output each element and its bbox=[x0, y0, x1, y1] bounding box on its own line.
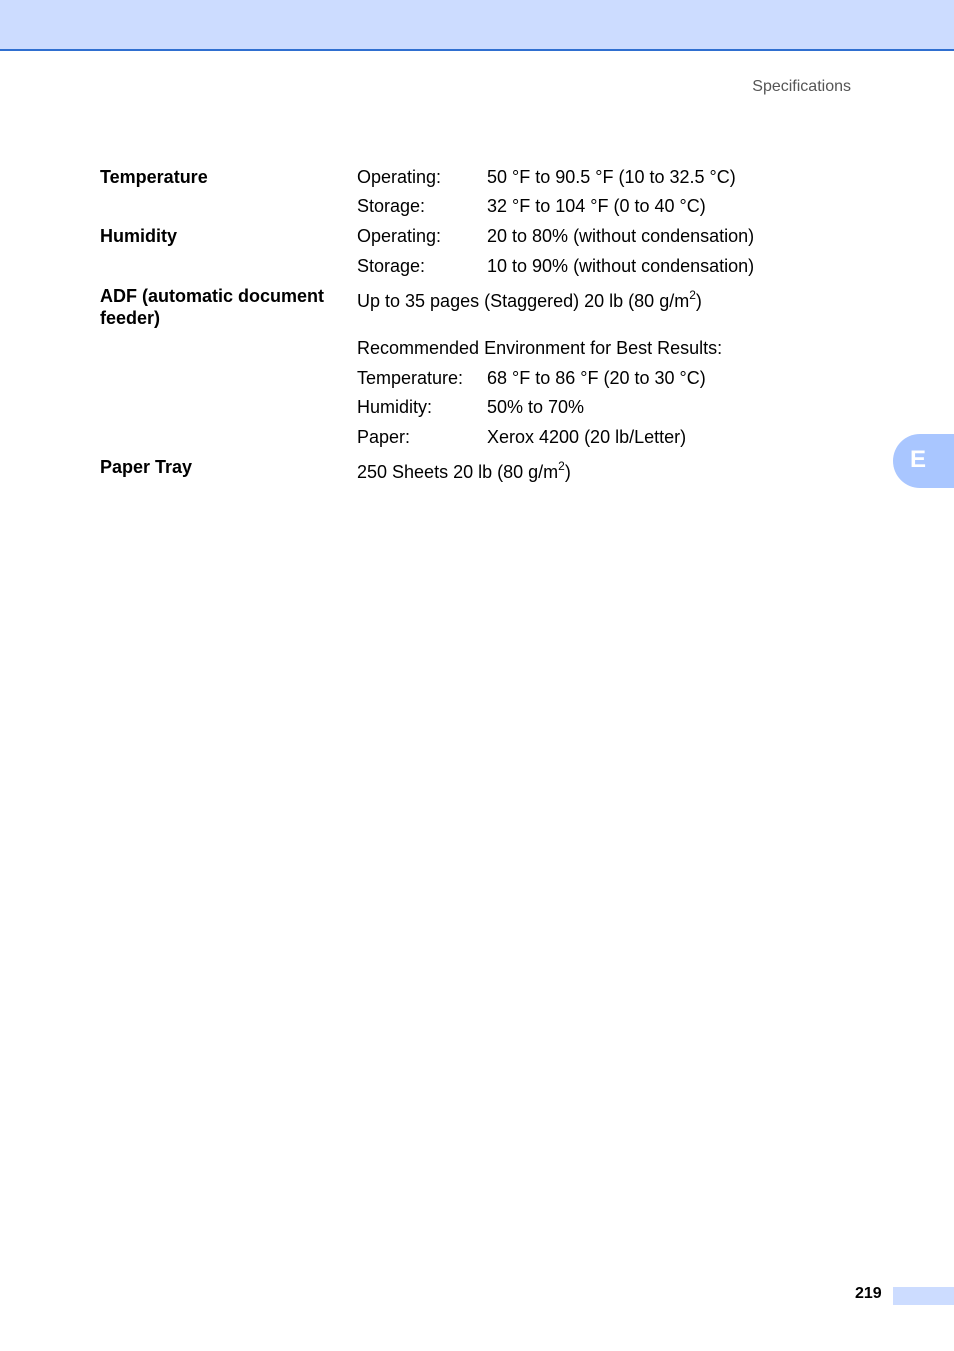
paper-tray-capacity: 250 Sheets 20 lb (80 $g/m^2$) bbox=[357, 459, 571, 482]
temperature-operating-value: 50 °F to 90.5 °F (10 to 32.5 °C) bbox=[487, 167, 736, 187]
adf-paper-label: Paper: bbox=[357, 427, 411, 447]
humidity-operating-value: 20 to 80% (without condensation) bbox=[487, 226, 755, 246]
adf-label-line1: ADF (automatic document bbox=[100, 286, 325, 306]
adf-capacity: Up to 35 pages (Staggered) 20 lb (80 $g/m^2$) bbox=[357, 288, 702, 311]
humidity-storage-value: 10 to 90% (without condensation) bbox=[487, 256, 755, 276]
adf-humidity-value: 50% to 70% bbox=[487, 397, 585, 417]
temperature-label: Temperature bbox=[100, 167, 208, 187]
chapter-tab-letter: E bbox=[910, 446, 927, 473]
page-number: 219 bbox=[855, 1285, 882, 1302]
adf-temperature-value: 68 °F to 86 °F (20 to 30 °C) bbox=[487, 368, 706, 388]
temperature-storage-value: 32 °F to 104 °F (0 to 40 °C) bbox=[487, 196, 706, 216]
adf-recommended-heading: Recommended Environment for Best Results: bbox=[357, 338, 723, 358]
adf-temperature-label: Temperature: bbox=[357, 368, 464, 388]
page-number-bar bbox=[893, 1287, 954, 1305]
section-title: Specifications bbox=[752, 78, 851, 95]
adf-label-line2: feeder) bbox=[100, 308, 161, 328]
chapter-tab bbox=[893, 434, 954, 488]
paper-tray-label: Paper Tray bbox=[100, 457, 193, 477]
humidity-operating-label: Operating: bbox=[357, 226, 442, 246]
header-band bbox=[0, 0, 954, 51]
humidity-label: Humidity bbox=[100, 226, 178, 246]
adf-paper-value: Xerox 4200 (20 lb/Letter) bbox=[487, 427, 687, 447]
humidity-storage-label: Storage: bbox=[357, 256, 426, 276]
temperature-storage-label: Storage: bbox=[357, 196, 426, 216]
temperature-operating-label: Operating: bbox=[357, 167, 442, 187]
adf-humidity-label: Humidity: bbox=[357, 397, 433, 417]
